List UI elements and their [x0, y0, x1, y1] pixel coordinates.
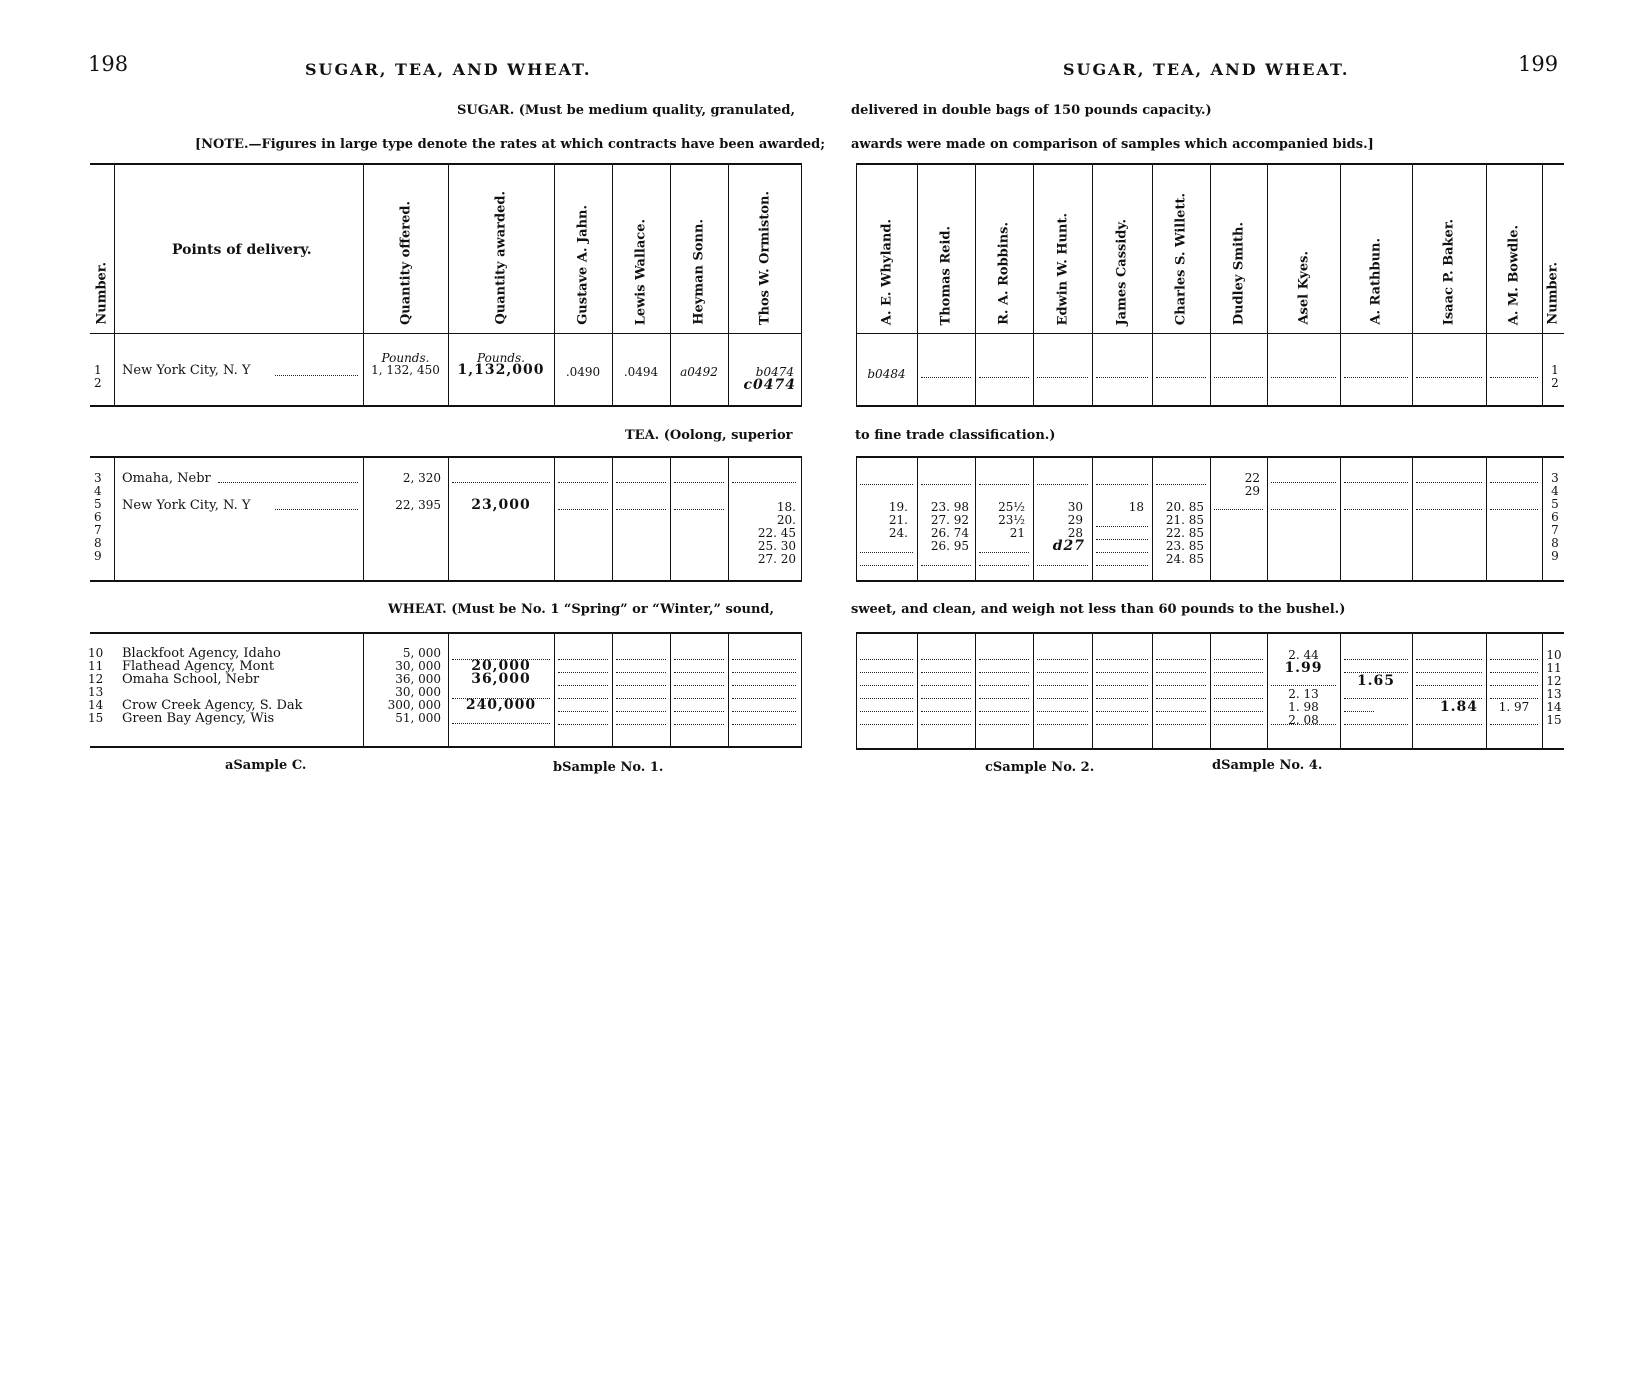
qty-awarded: 1,132,000 [457, 362, 545, 378]
col-header-reid: Thomas Reid. [938, 225, 954, 325]
col-header-kyes: Asel Kyes. [1296, 251, 1311, 325]
bid-value-awarded: 1.84 [1439, 699, 1478, 715]
unit-label: Pounds. [477, 351, 525, 365]
bid-values: 2. 13 1. 98 2. 08 [1288, 687, 1319, 727]
point-of-delivery: New York City, N. Y [122, 498, 251, 513]
col-header-points: Points of delivery. [172, 242, 312, 258]
col-header-wallace: Lewis Wallace. [633, 218, 649, 325]
page-number-right: 199 [1518, 52, 1559, 76]
qty-awarded: 36,000 [471, 671, 531, 687]
page-number-left: 198 [88, 52, 129, 76]
bid-value-awarded: 1.65 [1356, 673, 1396, 689]
col-header-qty-offered: Quantity offered. [398, 200, 413, 325]
point-of-delivery: New York City, N. Y [122, 363, 251, 378]
running-head-right: SUGAR, TEA, AND WHEAT. [1063, 60, 1350, 79]
qty-offered: 5, 000 30, 000 36, 000 30, 000 300, 000 51, 000 [387, 646, 441, 725]
col-header-baker: Isaac P. Baker. [1441, 218, 1457, 325]
bid-values: 22 29 [1244, 471, 1260, 498]
col-header-whyland: A. E. Whyland. [879, 218, 894, 325]
sugar-heading-right: delivered in double bags of 150 pounds capacity.) [851, 103, 1212, 118]
bid-value: 2. 44 [1288, 648, 1319, 662]
qty-awarded: 20,000 [471, 658, 531, 674]
col-header-hunt: Edwin W. Hunt. [1055, 212, 1070, 325]
rule [90, 405, 802, 407]
qty-awarded: 23,000 [471, 497, 531, 513]
col-header-bowdle: A. M. Bowdle. [1506, 224, 1522, 325]
qty-offered: 2, 320 [402, 471, 441, 485]
col-header-qty-awarded: Quantity awarded. [493, 191, 509, 325]
col-header-robbins: R. A. Robbins. [996, 222, 1012, 325]
col-header-ormiston: Thos W. Ormiston. [757, 190, 772, 325]
note-left: [NOTE.—Figures in large type denote the rates at which contracts have been awarded; [195, 137, 826, 152]
rule [90, 456, 802, 458]
rule [90, 333, 802, 334]
bid-value: a0492 [680, 365, 718, 379]
footnote: dSample No. 4. [1212, 758, 1323, 773]
rule [90, 580, 802, 582]
col-header-number-right: Number. [1545, 262, 1561, 325]
row-numbers-tea: 3 4 5 6 7 8 9 [94, 471, 102, 563]
qty-offered: 1, 132, 450 [371, 363, 440, 377]
col-header-smith: Dudley Smith. [1231, 221, 1246, 325]
bid-value: .0490 [565, 365, 601, 379]
running-head-left: SUGAR, TEA, AND WHEAT. [305, 60, 592, 79]
col-header-rathbun: A. Rathbun. [1368, 238, 1384, 325]
tea-heading-left: TEA. (Oolong, superior [625, 428, 793, 443]
sugar-heading-left: SUGAR. (Must be medium quality, granulated, [457, 103, 796, 118]
bid-value-awarded: 1.99 [1284, 660, 1323, 676]
bid-values: 19. 21. 24. [888, 500, 908, 540]
col-header-jahn: Gustave A. Jahn. [575, 205, 591, 325]
row-numbers-wheat: 10 11 12 13 14 15 [88, 646, 104, 725]
bid-values: 25½ 23½ 21 [998, 500, 1025, 540]
bid-values: 23. 98 27. 92 26. 74 26. 95 [930, 500, 969, 553]
col-header-number: Number. [94, 262, 110, 325]
row-numbers-tea-right: 3 4 5 6 7 8 9 [1551, 471, 1559, 563]
wheat-heading-left: WHEAT. (Must be No. 1 “Spring” or “Winter,” sound, [388, 602, 775, 617]
unit-label: Pounds. [381, 351, 430, 365]
col-header-cassidy: James Cassidy. [1114, 218, 1130, 325]
bid-values: 30 29 28 [1067, 500, 1083, 540]
bid-values: 18. 20. 22. 45 25. 30 27. 20 [757, 500, 796, 566]
bid-value-awarded: d27 [1052, 538, 1085, 554]
footnote: cSample No. 2. [985, 760, 1095, 775]
row-numbers-sugar-right: 1 2 [1551, 363, 1559, 390]
points-of-delivery: Blackfoot Agency, Idaho Flathead Agency, Mont Omaha School, Nebr Crow Creek Agency, S. Dak Green Bay Agency, Wis [122, 646, 303, 726]
col-header-sonn: Heyman Sonn. [691, 219, 707, 325]
point-of-delivery: Omaha, Nebr [122, 471, 211, 486]
rule [90, 746, 802, 748]
qty-offered: 22, 395 [395, 498, 441, 512]
col-header-willett: Charles S. Willett. [1173, 192, 1189, 325]
qty-awarded: 240,000 [465, 697, 537, 713]
bid-value-awarded: c0474 [743, 377, 796, 393]
bid-value: b0484 [867, 367, 906, 381]
row-numbers-wheat-right: 10 11 12 13 14 15 [1546, 648, 1562, 727]
rule [90, 632, 802, 634]
bid-value: b0474 [755, 365, 794, 379]
bid-values: 20. 85 21. 85 22. 85 23. 85 24. 85 [1165, 500, 1204, 566]
note-right: awards were made on comparison of samples which accompanied bids.] [851, 137, 1374, 152]
footnote: bSample No. 1. [553, 760, 664, 775]
footnote: aSample C. [225, 758, 307, 773]
row-numbers-sugar: 1 2 [94, 363, 102, 390]
tea-heading-right: to fine trade classification.) [855, 428, 1056, 443]
bid-value: 1. 97 [1498, 700, 1530, 714]
bid-value: 18 [1128, 500, 1144, 514]
bid-value: .0494 [623, 365, 659, 379]
wheat-heading-right: sweet, and clean, and weigh not less than 60 pounds to the bushel.) [851, 602, 1346, 617]
